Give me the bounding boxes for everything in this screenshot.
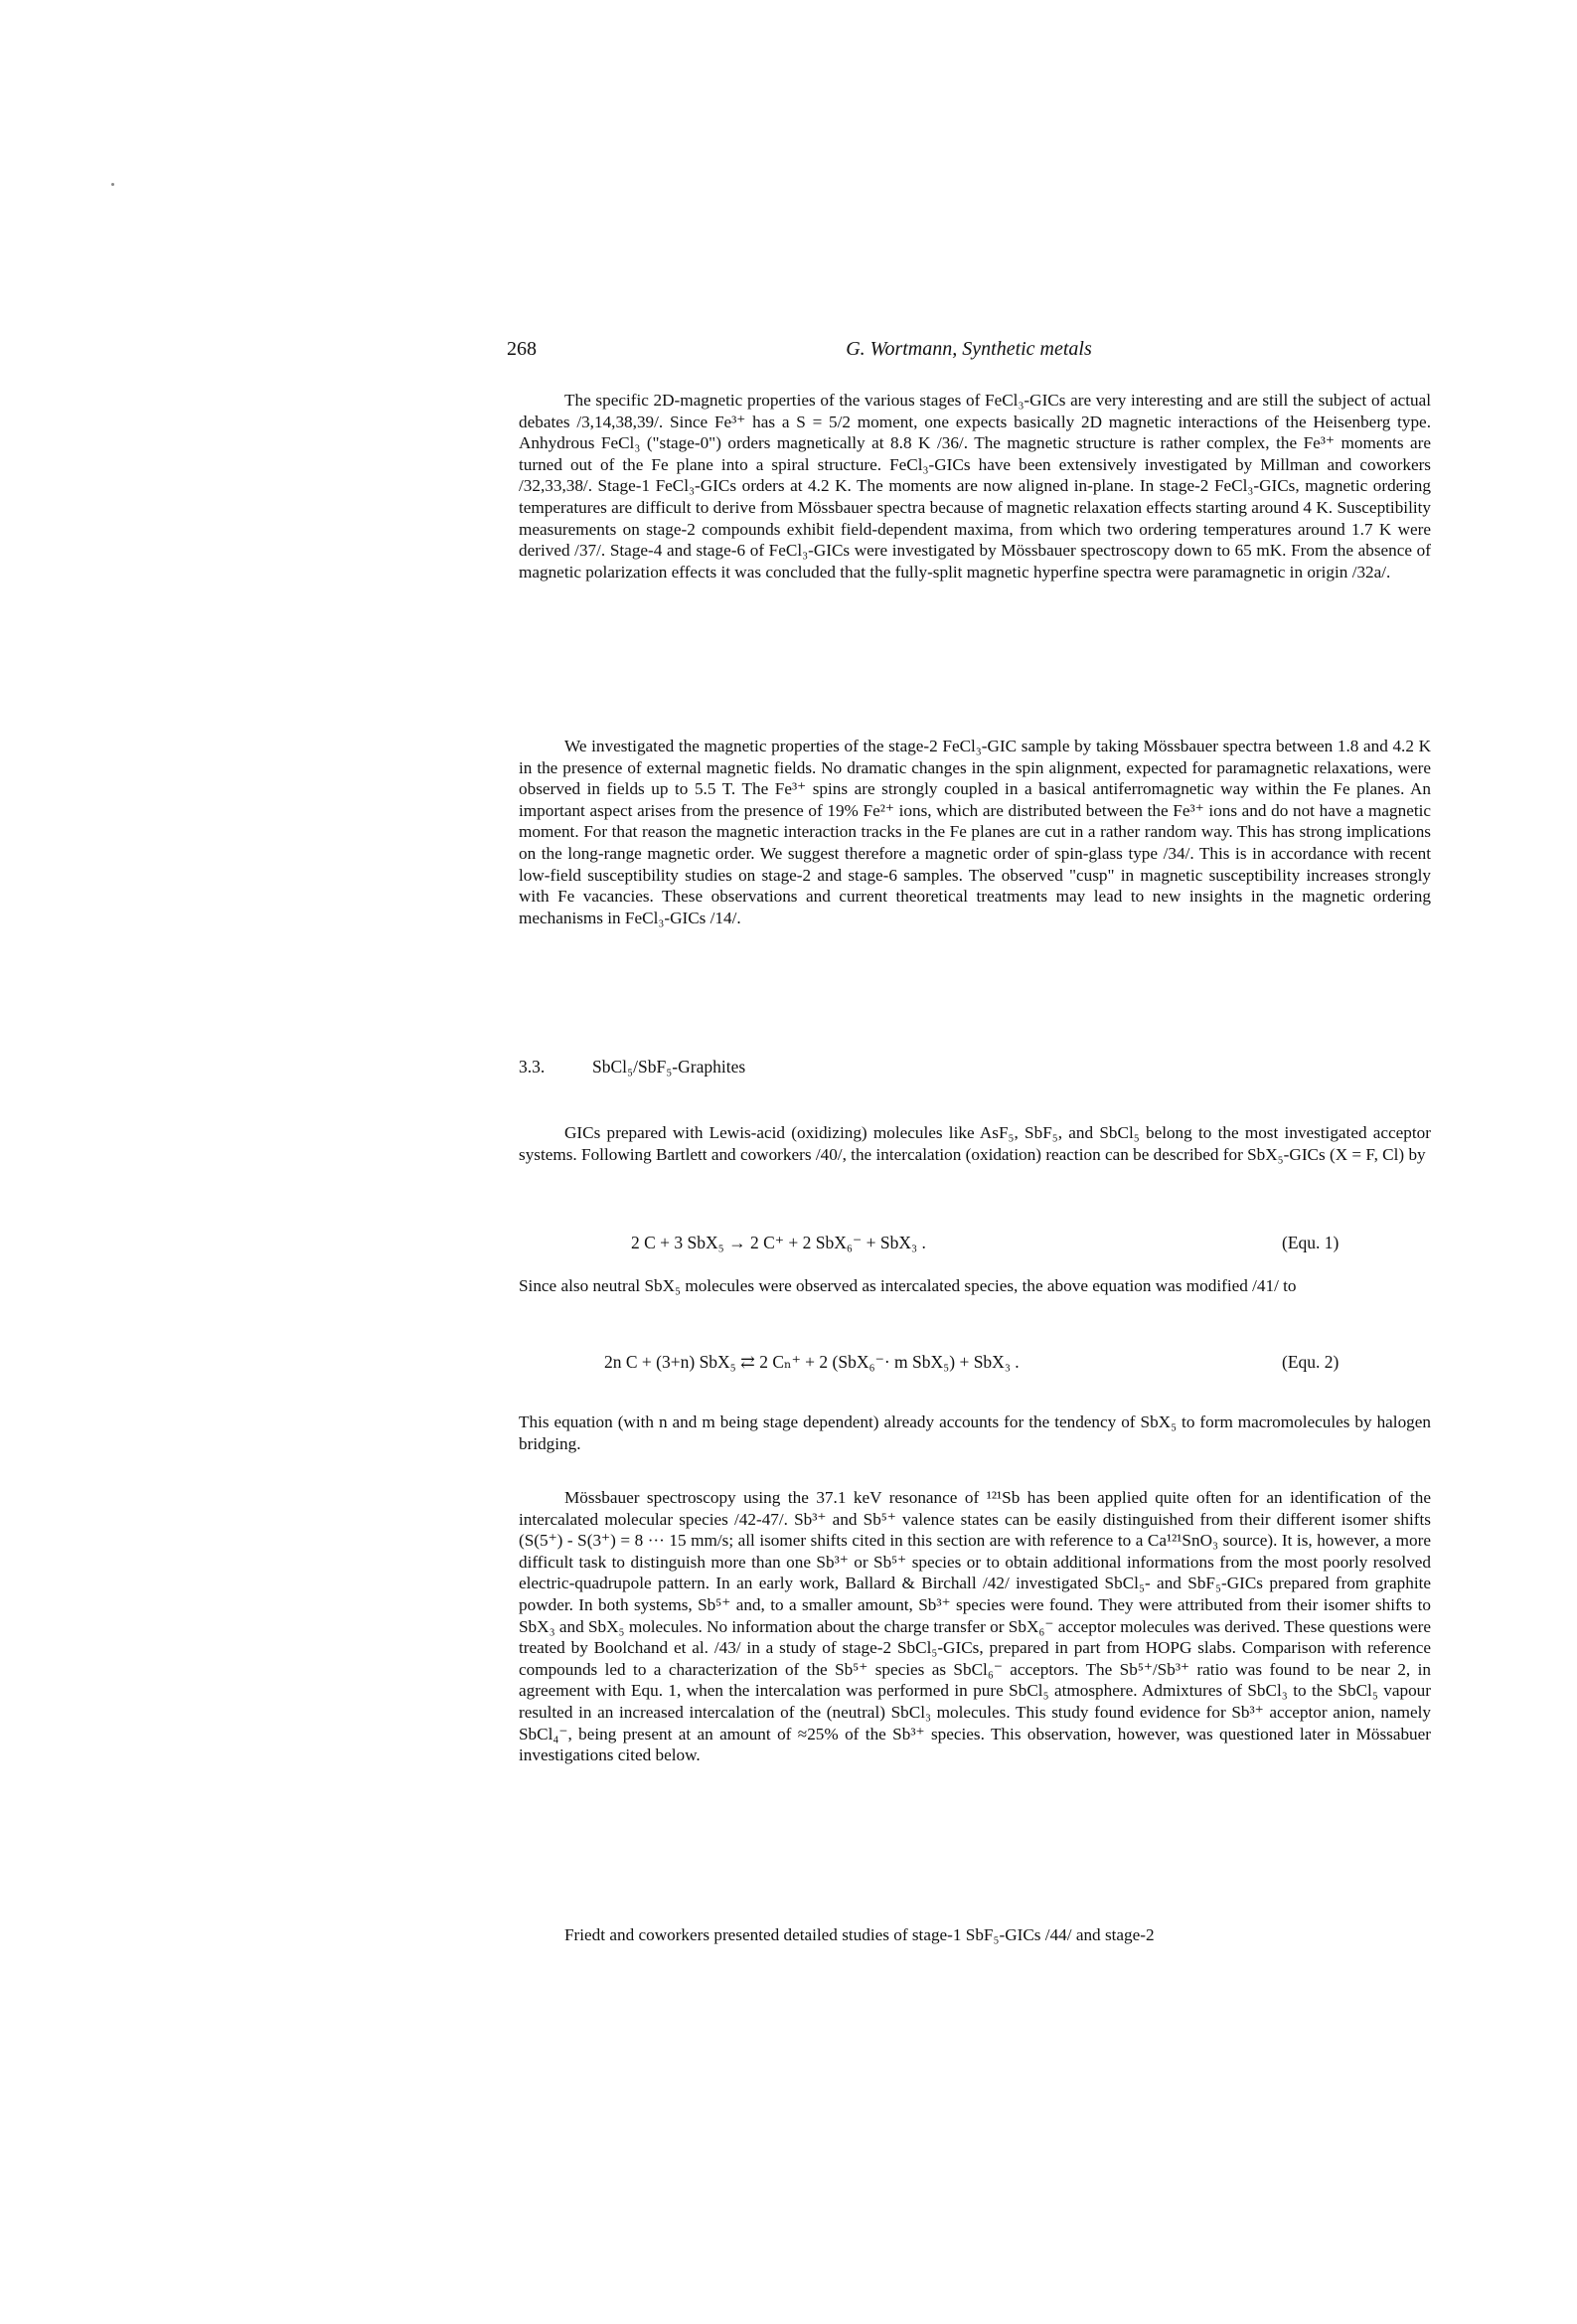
paragraph-stage2-investigation: We investigated the magnetic properties of the stage-2 FeCl₃-GIC sample by taking Mössbauer spectra between 1.8 and 4.2 K in the presence of external magnetic fields. No dramatic changes in the spin alignment, expected for paramagnetic relaxations, were observed in fields up to 5.5 T. The Fe³⁺ spins are strongly coupled in a basical antiferromagnetic way within the Fe planes. An important aspect arises from the presence of 19% Fe²⁺ ions, which are distributed between the Fe³⁺ ions and do not have a magnetic moment. For that reason the magnetic interaction tracks in the Fe planes are cut in a rather random way. This has strong implications on the long-range magnetic order. We suggest therefore a magnetic order of spin-glass type /34/. This is in accordance with recent low-field susceptibility studies on stage-2 and stage-6 samples. The observed "cusp" in magnetic susceptibility increases strongly with Fe vacancies. These observations and current theoretical treatments may lead to new insights in the magnetic ordering mechanisms in FeCl₃-GICs /14/. <box>519 737 1431 927</box>
running-head: G. Wortmann, Synthetic metals <box>846 338 1092 360</box>
scan-speck <box>111 183 114 186</box>
section-heading <box>519 1057 745 1078</box>
equation-2: 2n C + (3+n) SbX₅ ⇄ 2 Cₙ⁺ + 2 (SbX₆⁻· m SbX₅) + SbX₃ . <box>604 1352 1020 1372</box>
paragraph-fecl3-properties: The specific 2D-magnetic properties of the various stages of FeCl₃-GICs are very interesting and are still the subject of actual debates /3,14,38,39/. Since Fe³⁺ has a S = 5/2 moment, one expects basically 2D magnetic interactions of the Heisenberg type. Anhydrous FeCl₃ ("stage-0") orders magnetically at 8.8 K /36/. The magnetic structure is rather complex, the Fe³⁺ moments are turned out of the Fe plane into a spiral structure. FeCl₃-GICs have been extensively investigated by Millman and coworkers /32,33,38/. Stage-1 FeCl₃-GICs orders at 4.2 K. The moments are now aligned in-plane. In stage-2 FeCl₃-GICs, magnetic ordering temperatures are difficult to derive from Mössbauer spectra because of magnetic relaxation effects starting around 4 K. Susceptibility measurements on stage-2 compounds exhibit field-dependent maxima, from which two ordering temperatures around 1.7 K were derived /37/. Stage-4 and stage-6 of FeCl₃-GICs were investigated by Mössbauer spectroscopy down to 65 mK. From the absence of magnetic polarization effects it was concluded that the fully-split magnetic hyperfine spectra were paramagnetic in origin /32a/. <box>519 391 1431 581</box>
paragraph-neutral-sbx5: Since also neutral SbX₅ molecules were observed as intercalated species, the above equation was modified /41/ to <box>519 1276 1297 1295</box>
page-number: 268 <box>507 338 537 360</box>
equation-1-label: (Equ. 1) <box>1282 1233 1340 1252</box>
section-number: 3.3. <box>519 1057 546 1077</box>
equation-2-label: (Equ. 2) <box>1282 1352 1340 1372</box>
section-title: SbCl₅/SbF₅-Graphites <box>592 1057 746 1077</box>
paragraph-mossbauer-sb: Mössbauer spectroscopy using the 37.1 keV resonance of ¹²¹Sb has been applied quite often for an identification of the intercalated molecular species /42-47/. Sb³⁺ and Sb⁵⁺ valence states can be easily distinguished from their different isomer shifts (S(5⁺) - S(3⁺) = 8 ··· 15 mm/s; all isomer shifts cited in this section are with reference to a Ca¹²¹SnO₃ source). It is, however, a more difficult task to distinguish more than one Sb³⁺ or Sb⁵⁺ species or to obtain additional informations from the most poorly resolved electric-quadrupole pattern. In an early work, Ballard & Birchall /42/ investigated SbCl₅- and SbF₅-GICs prepared from graphite powder. In both systems, Sb⁵⁺ and, to a smaller amount, Sb³⁺ species were found. They were attributed from their isomer shifts to SbX₃ and SbX₅ molecules. No information about the charge transfer or SbX₆⁻ acceptor molecules was derived. These questions were treated by Boolchand et al. /43/ in a study of stage-2 SbCl₅-GICs, prepared in part from HOPG slabs. Comparison with reference compounds led to a characterization of the Sb⁵⁺ species as SbCl₆⁻ acceptors. The Sb⁵⁺/Sb³⁺ ratio was found to be near 2, in agreement with Equ. 1, when the intercalation was performed in pure SbCl₅ atmosphere. Admixtures of SbCl₃ to the SbCl₅ vapour resulted in an increased intercalation of the (neutral) SbCl₃ molecules. This study found evidence for Sb³⁺ acceptor anion, namely SbCl₄⁻, being present at an amount of ≈25% of the Sb³⁺ species. This observation, however, was questioned later in Mössabuer investigations cited below. <box>519 1488 1432 1765</box>
equation-1: 2 C + 3 SbX₅ → 2 C⁺ + 2 SbX₆⁻ + SbX₃ . <box>631 1233 926 1252</box>
paper-page <box>507 0 1431 2324</box>
paragraph-lewis-acid-gics: GICs prepared with Lewis-acid (oxidizing) molecules like AsF₅, SbF₅, and SbCl₅ belong to the most investigated acceptor systems. Following Bartlett and coworkers /40/, the intercalation (oxidation) reaction can be described for SbX₅-GICs (X = F, Cl) by <box>519 1123 1431 1164</box>
paragraph-friedt: Friedt and coworkers presented detailed studies of stage-1 SbF₅-GICs /44/ and stage-2 <box>564 1925 1155 1944</box>
page-header <box>507 334 1431 368</box>
paragraph-stage-dependent: This equation (with n and m being stage dependent) already accounts for the tendency of SbX₅ to form macromolecules by halogen bridging. <box>519 1412 1431 1453</box>
